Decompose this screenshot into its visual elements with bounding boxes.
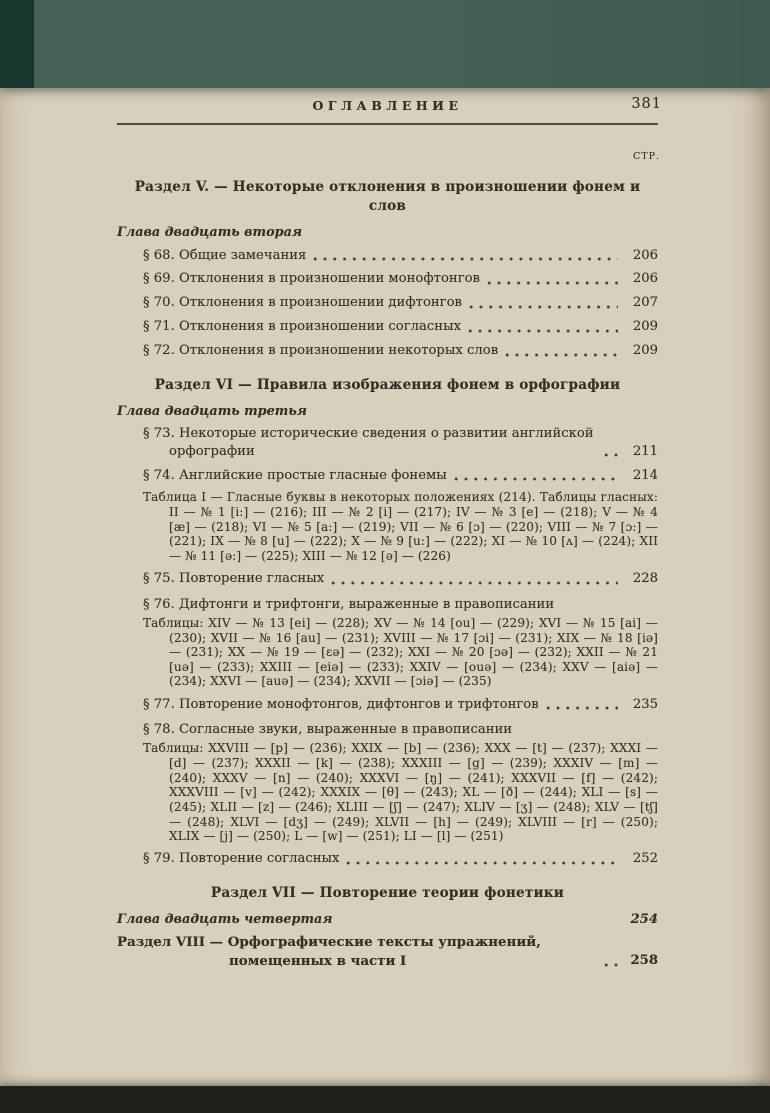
entry-text: § 70. Отклонения в произношении дифтонгов <box>143 295 462 311</box>
page-title: ОГЛАВЛЕНИЕ <box>312 98 463 113</box>
toc-entry <box>117 294 658 311</box>
dot-leader <box>346 854 618 866</box>
dot-leader <box>313 250 618 262</box>
chapter-line: Глава двадцать вторая <box>117 225 303 241</box>
page-column-label: СТР. <box>632 151 660 162</box>
toc-list <box>117 178 658 970</box>
tables-paragraph: Таблица I — Гласные буквы в некоторых положениях (214). Таблицы гласных: II — № 1 [i:] — (216); III — № 2 [i] — (217); IV — № 3 [e] — (218); V — № 4 [æ] — (218); VI — № 5 [a:] — (219); VII — № 6 [ɔ] — (220); VIII — № 7 [ɔ:] — (221); IX — № 8 [u] — (222); X — № 9 [u:] — (222); XI — № 10 [ʌ] — (224); XII — № 11 [ə:] — (225); XIII — № 12 [ə] — (226) <box>143 490 658 563</box>
entry-text: Глава двадцать четвертая <box>117 911 333 927</box>
toc-entry-section <box>117 933 658 971</box>
toc-entry <box>117 270 658 287</box>
entry-page-number: 211 <box>632 443 658 459</box>
dot-leader <box>505 346 618 358</box>
section-heading: Раздел VI — Правила изображения фонем в орфографии <box>154 376 621 393</box>
toc-entry <box>117 425 658 460</box>
entry-text: § 69. Отклонения в произношении монофтонгов <box>143 271 480 287</box>
section-heading: Раздел V. — Некоторые отклонения в произношении фонем и слов <box>134 179 641 215</box>
entry-page-number: 214 <box>632 467 658 483</box>
toc-entry <box>117 342 658 359</box>
entry-page-number: 252 <box>632 851 658 867</box>
section-heading: Раздел VII — Повторение теории фонетики <box>210 884 565 901</box>
entry-page-number: 258 <box>630 952 658 968</box>
toc-entry <box>117 318 658 335</box>
toc-entry <box>117 570 658 587</box>
page-number: 381 <box>631 96 662 112</box>
dot-leader <box>468 322 618 334</box>
dot-leader <box>546 699 618 711</box>
toc-page-content <box>117 96 662 972</box>
entry-text: § 79. Повторение согласных <box>143 851 340 867</box>
scan-top-band <box>0 0 770 88</box>
entry-page-number: 235 <box>632 696 658 712</box>
entry-text: § 73. Некоторые исторические сведения о развитии английской орфографии <box>143 426 594 459</box>
entry-page-number: 228 <box>632 571 658 587</box>
entry-page-number: 209 <box>632 319 658 335</box>
page-header <box>117 96 662 116</box>
entry-text: § 71. Отклонения в произношении согласных <box>143 319 462 335</box>
entry-text: Раздел VIII — Орфографические тексты упражнений, помещенных в части I <box>117 933 541 969</box>
entry-page-number: 206 <box>632 247 658 263</box>
entry-page-number: 254 <box>630 911 658 927</box>
dot-leader <box>469 298 618 310</box>
toc-entry <box>117 850 658 867</box>
entry-text: § 72. Отклонения в произношении некоторых слов <box>143 343 499 359</box>
entry-page-number: 209 <box>632 343 658 359</box>
toc-entry: § 78. Согласные звуки, выраженные в правописании <box>143 721 513 737</box>
chapter-line <box>117 912 658 927</box>
entry-text: § 68. Общие замечания <box>143 247 307 263</box>
toc-entry <box>117 247 658 264</box>
entry-page-number: 206 <box>632 271 658 287</box>
toc-entry <box>117 467 658 484</box>
chapter-line: Глава двадцать третья <box>117 403 307 419</box>
dot-leader <box>454 470 618 482</box>
dot-leader <box>604 446 618 458</box>
tables-paragraph: Таблицы: XXVIII — [p] — (236); XXIX — [b] — (236); XXX — [t] — (237); XXXI — [d] — (237); XXXII — [k] — (238); XXXIII — [g] — (239); XXXIV — [m] — (240); XXXV — [n] — (240); XXXVI — [ŋ] — (241); XXXVII — [f] — (242); XXXVIII — [v] — (242); XXXIX — [θ] — (243); XL — [ð] — (244); XLI — [s] — (245); XLII — [z] — (246); XLIII — [ʃ] — (247); XLIV — [ʒ] — (248); XLV — [tʃ] — (248); XLVI — [dʒ] — (249); XLVII — [h] — (249); XLVIII — [r] — (250); XLIX — [j] — (250); L — [w] — (251); LI — [l] — (251) <box>143 741 658 844</box>
header-rule <box>117 123 658 125</box>
entry-page-number: 207 <box>632 295 658 311</box>
dot-leader <box>331 574 618 586</box>
dot-leader <box>604 956 618 968</box>
scan-bottom-band <box>0 1086 770 1113</box>
toc-entry <box>117 696 658 713</box>
entry-text: § 74. Английские простые гласные фонемы <box>143 467 447 483</box>
toc-entry: § 76. Дифтонги и трифтонги, выраженные в правописании <box>143 596 555 612</box>
entry-text: § 77. Повторение монофтонгов, дифтонгов и трифтонгов <box>143 696 539 712</box>
entry-text: § 75. Повторение гласных <box>143 571 325 587</box>
tables-paragraph: Таблицы: XIV — № 13 [ei] — (228); XV — № 14 [ou] — (229); XVI — № 15 [ai] — (230); XVII — № 16 [au] — (231); XVIII — № 17 [ɔi] — (231); XIX — № 18 [iə] — (231); XX — № 19 — [ɛə] — (232); XXI — № 20 [ɔə] — (232); XXII — № 21 [uə] — (233); XXIII — [eiə] — (233); XXIV — [ouə] — (234); XXV — [aiə] — (234); XXVI — [auə] — (234); XXVII — [ɔiə] — (235) <box>143 615 658 689</box>
dot-leader <box>487 274 618 286</box>
